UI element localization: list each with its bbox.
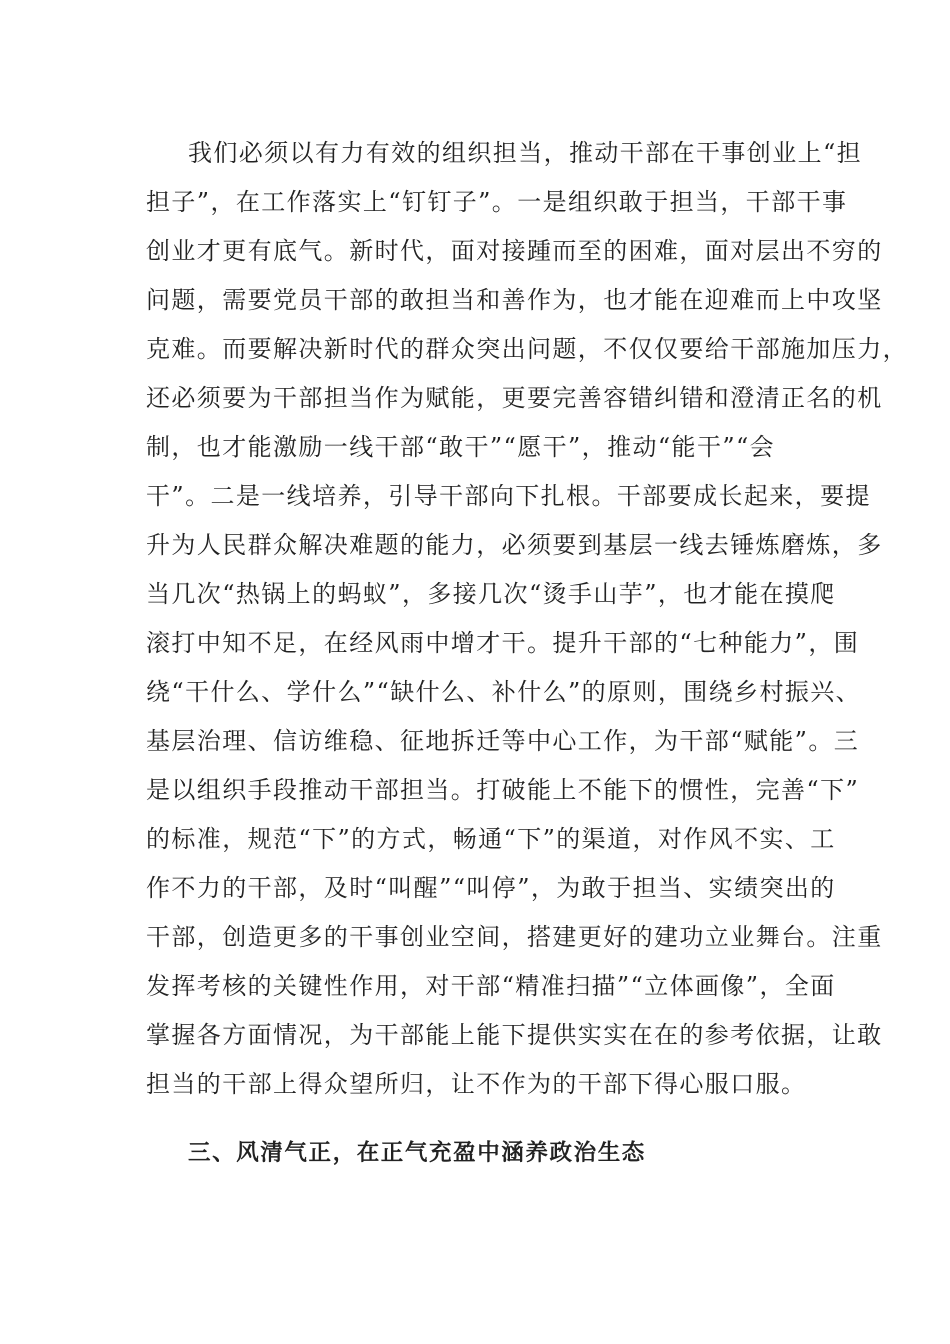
paragraph-line: 作不力的干部，及时“叫醒”“叫停”，为敢于担当、实绩突出的 (146, 874, 836, 902)
paragraph-line: 干”。二是一线培养，引导干部向下扎根。干部要成长起来，要提 (146, 482, 871, 510)
paragraph-line: 发挥考核的关键性作用，对干部“精准扫描”“立体画像”，全面 (146, 972, 836, 1000)
paragraph-line: 还必须要为干部担当作为赋能，更要完善容错纠错和澄清正名的机 (146, 384, 883, 412)
paragraph-line: 绕“干什么、学什么”“缺什么、补什么”的原则，围绕乡村振兴、 (146, 678, 862, 706)
section-heading: 三、风清气正，在正气充盈中涵养政治生态 (188, 1140, 646, 1166)
paragraph-line: 创业才更有底气。新时代，面对接踵而至的困难，面对层出不穷的 (146, 237, 883, 265)
paragraph-line: 我们必须以有力有效的组织担当，推动干部在干事创业上“担 (188, 139, 863, 167)
paragraph-line: 问题，需要党员干部的敢担当和善作为，也才能在迎难而上中攻坚 (146, 286, 883, 314)
paragraph-line: 当几次“热锅上的蚂蚁”，多接几次“烫手山芋”，也才能在摸爬 (146, 580, 836, 608)
paragraph-line: 升为人民群众解决难题的能力，必须要到基层一线去锤炼磨炼，多 (146, 531, 883, 559)
paragraph-line: 干部，创造更多的干事创业空间，搭建更好的建功立业舞台。注重 (146, 923, 883, 951)
paragraph-line: 担当的干部上得众望所归，让不作为的干部下得心服口服。 (146, 1070, 807, 1098)
paragraph-line: 的标准，规范“下”的方式，畅通“下”的渠道，对作风不实、工 (146, 825, 836, 853)
paragraph-line: 基层治理、信访维稳、征地拆迁等中心工作，为干部“赋能”。三 (146, 727, 860, 755)
paragraph-line: 克难。而要解决新时代的群众突出问题，不仅仅要给干部施加压力， (146, 335, 908, 363)
paragraph-line: 制，也才能激励一线干部“敢干”“愿干”，推动“能干”“会 (146, 433, 776, 461)
paragraph-line: 掌握各方面情况，为干部能上能下提供实实在在的参考依据，让敢 (146, 1021, 883, 1049)
paragraph-line: 是以组织手段推动干部担当。打破能上不能下的惯性，完善“下” (146, 776, 860, 804)
paragraph-line: 担子”，在工作落实上“钉钉子”。一是组织敢于担当，干部干事 (146, 188, 848, 216)
paragraph-line: 滚打中知不足，在经风雨中增才干。提升干部的“七种能力”，围 (146, 629, 860, 657)
